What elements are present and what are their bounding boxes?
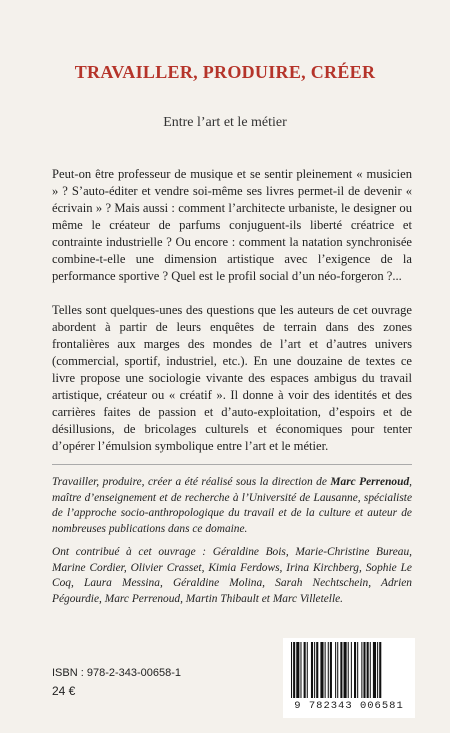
barcode (283, 638, 415, 718)
barcode-bar (361, 642, 362, 698)
bio-text-before: a été réalisé sous la direction de (172, 476, 331, 488)
bio-author-name: Marc Perrenoud (330, 476, 410, 488)
barcode-bar (377, 642, 378, 698)
barcode-bar (328, 642, 329, 698)
barcode-bar (291, 642, 292, 698)
barcode-bar (314, 642, 315, 698)
barcode-bar (296, 642, 299, 698)
barcode-bar (373, 642, 376, 698)
barcode-bar (351, 642, 352, 698)
price-label: 24 € (52, 684, 76, 698)
barcode-bar (307, 642, 308, 698)
summary-paragraph-1: Peut-on être professeur de musique et se sentir pleinement « musicien » ? S’auto-éditer et vendre soi-même ses livres permet-il de devenir « écrivain » ? Mais aussi : comment l’architecte urbaniste, le designer ou même le créateur de parfums conjuguent-ils liberté créatrice et contrainte industrielle ? Ou encore : comment la natation synchronisée combine-t-elle une dimension artistique avec l’exigence de la performance sportive ? Quel est le profil social d’un néo-forgeron ?... (52, 167, 412, 283)
bio-book-title: Travailler, produire, créer (52, 476, 173, 488)
barcode-bar (348, 642, 349, 698)
barcode-bar (300, 642, 301, 698)
barcode-bar (363, 642, 365, 698)
section-divider (52, 464, 412, 465)
barcode-bar (379, 642, 381, 698)
barcode-number: 9 782343 006581 (294, 700, 404, 712)
barcode-bar (293, 642, 295, 698)
isbn-label: ISBN : 978-2-343-00658-1 (52, 667, 182, 679)
contributors-list: Ont contribué à cet ouvrage : Géraldine Bois, Marie-Christine Bureau, Marine Cordier, Olivier Crasset, Kimia Ferdows, Irina Kirchberg, Sophie Le Coq, Laura Messina, Géraldine Molina, Sarah Nechtschein, Adrien Pégourdie, Marc Perrenoud, Martin Thibault et Marc Villetelle. (52, 546, 412, 605)
barcode-bar (320, 642, 323, 698)
bio-text-after: , maître d’enseignement et de recherche à l’Université de Lausanne, spécialiste de l’approche socio-anthropologique du travail et de la culture et auteur de nombreuses publications dans ce domaine. (52, 476, 413, 535)
barcode-bar (335, 642, 336, 698)
editor-bio (52, 475, 412, 537)
barcode-bar (370, 642, 371, 698)
barcode-bar (344, 642, 347, 698)
barcode-bar (330, 642, 332, 698)
barcode-bar (357, 642, 358, 698)
barcode-bars (283, 638, 415, 700)
barcode-bar (325, 642, 326, 698)
barcode-bar (304, 642, 306, 698)
summary-paragraph-2: Telles sont quelques-unes des questions que les auteurs de cet ouvrage abordent à partir de leurs enquêtes de terrain dans des zones frontalières aux marges des mondes de l’art et d’autres univers (commercial, sportif, industriel, etc.). En une douzaine de textes ce livre propose une sociologie vivante des espaces ambigus du travail artistique, créateur ou « créatif ». Il donne à voir des identités et des carrières faites de passion et d’auto-exploitation, d’espoirs et de désillusions, de bricolages culturels et économiques pour tenter d’opérer l’émulsion symbolique entre l’art et le métier. (52, 303, 412, 453)
barcode-bar (316, 642, 318, 698)
barcode-bar (311, 642, 313, 698)
barcode-bar (337, 642, 338, 698)
barcode-bar (367, 642, 369, 698)
barcode-bar (354, 642, 356, 698)
book-title: TRAVAILLER, PRODUIRE, CRÉER (74, 62, 376, 82)
book-subtitle: Entre l’art et le métier (163, 115, 287, 130)
barcode-bar (340, 642, 342, 698)
